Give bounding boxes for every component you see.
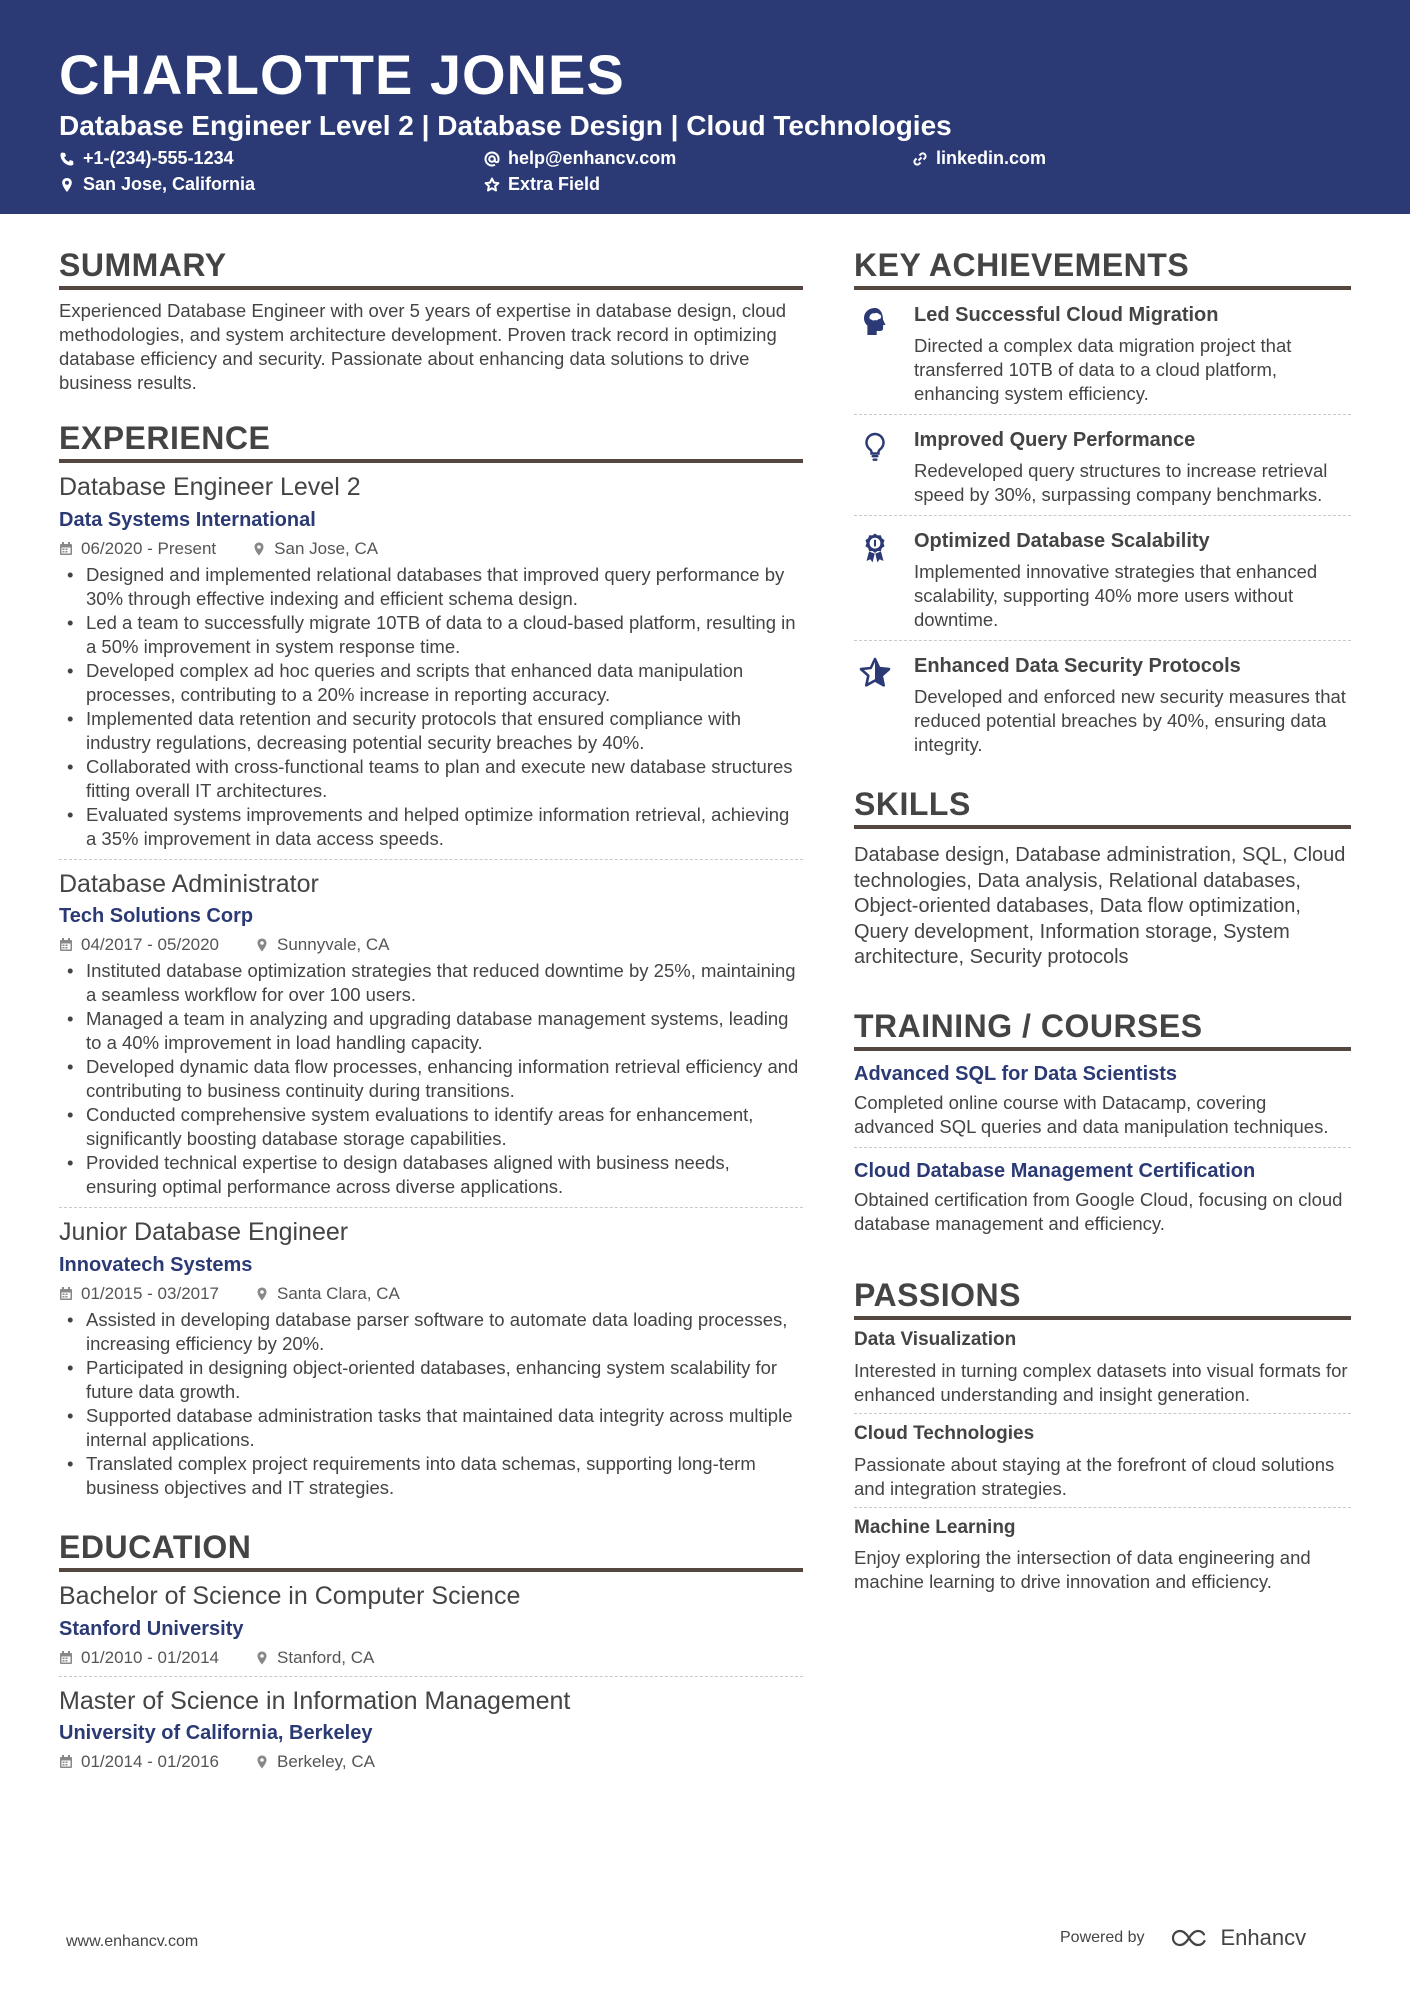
job-bullet: • Implemented data retention and security protocols that ensured compliance with industry regulations, decreasing potential security breaches by 40%. <box>59 707 803 755</box>
key-achievements-section <box>854 248 1351 765</box>
job-title: Junior Database Engineer <box>59 1218 349 1247</box>
school-name: University of California, Berkeley <box>59 1722 373 1745</box>
link-icon <box>912 151 928 167</box>
calendar-icon <box>59 1651 73 1665</box>
degree-title: Master of Science in Information Management <box>59 1686 571 1715</box>
passion-title: Machine Learning <box>854 1516 1016 1538</box>
passion-desc: Passionate about staying at the forefront of cloud solutions and integration strategies. <box>854 1453 1335 1499</box>
job-bullet: • Developed complex ad hoc queries and scripts that enhanced data manipulation processes, contributing to a 20% increase in reporting accuracy. <box>59 659 803 707</box>
head-brain-icon <box>854 302 896 406</box>
footer-branding[interactable] <box>1060 1925 1306 1951</box>
passion-item <box>854 1414 1351 1508</box>
course-item <box>854 1051 1351 1148</box>
job-location: Sunnyvale, CA <box>277 935 390 955</box>
education-meta <box>59 1648 803 1668</box>
passions-section <box>854 1278 1351 1600</box>
summary-text: Experienced Database Engineer with over 5 years of expertise in database design, cloud methodologies, and system architecture development. Proven track record in optimizing database efficiency and security. Passionate about enhancing data solutions to drive business results. <box>59 300 787 394</box>
achievement-item <box>854 516 1351 641</box>
key-achievements-heading: KEY ACHIEVEMENTS <box>854 248 1351 290</box>
job-meta <box>59 539 803 559</box>
calendar-icon <box>59 1287 73 1301</box>
passion-title: Cloud Technologies <box>854 1422 1035 1444</box>
location-pin-icon <box>59 177 75 193</box>
calendar-icon <box>59 938 73 952</box>
location-pin-icon <box>255 1755 269 1769</box>
education-meta <box>59 1752 803 1772</box>
passion-item <box>854 1508 1351 1601</box>
star-outline-icon <box>484 177 500 193</box>
course-title: Cloud Database Management Certification <box>854 1160 1256 1183</box>
footer-website-link[interactable]: www.enhancv.com <box>66 1933 199 1950</box>
job-bullet: • Managed a team in analyzing and upgrading database management systems, leading to a 40% improvement in load handling capacity. <box>59 1007 803 1055</box>
email-text: help@enhancv.com <box>508 148 677 168</box>
experience-item <box>59 463 803 860</box>
skills-section <box>854 787 1351 971</box>
job-bullets <box>59 959 803 1199</box>
achievement-item <box>854 415 1351 516</box>
award-ribbon-icon <box>854 528 896 632</box>
course-title: Advanced SQL for Data Scientists <box>854 1063 1178 1086</box>
job-meta <box>59 935 803 955</box>
contact-phone[interactable] <box>59 148 234 169</box>
right-column <box>854 214 1351 1600</box>
job-bullet: • Led a team to successfully migrate 10TB of data to a cloud-based platform, resulting in a 50% improvement in system response time. <box>59 611 803 659</box>
job-title: Database Engineer Level 2 <box>59 473 361 502</box>
education-item <box>59 1677 803 1781</box>
job-bullet: • Participated in designing object-oriented databases, enhancing system scalability for future data growth. <box>59 1356 803 1404</box>
education-heading: EDUCATION <box>59 1530 803 1572</box>
powered-by-label: Powered by <box>1060 1929 1145 1946</box>
course-desc: Completed online course with Datacamp, covering advanced SQL queries and data manipulation techniques. <box>854 1092 1329 1138</box>
phone-text: +1-(234)-555-1234 <box>83 148 234 168</box>
education-dates: 01/2014 - 01/2016 <box>81 1752 220 1772</box>
job-bullet: • Collaborated with cross-functional teams to plan and execute new database structures fitting overall IT architectures. <box>59 755 803 803</box>
job-bullet: • Translated complex project requirements into data schemas, supporting long-term business objectives and IT strategies. <box>59 1452 803 1500</box>
education-item <box>59 1572 803 1677</box>
calendar-icon <box>59 542 73 556</box>
extra-field-text: Extra Field <box>508 174 601 194</box>
training-section <box>854 1009 1351 1244</box>
star-icon <box>854 653 896 757</box>
passion-desc: Interested in turning complex datasets into visual formats for enhanced understanding and insight generation. <box>854 1359 1348 1405</box>
experience-section <box>59 421 803 1508</box>
job-location: San Jose, CA <box>274 538 379 558</box>
job-bullet: • Assisted in developing database parser software to automate data loading processes, increasing efficiency by 20%. <box>59 1308 803 1356</box>
job-dates: 01/2015 - 03/2017 <box>81 1283 220 1303</box>
achievement-item <box>854 290 1351 415</box>
skills-text: Database design, Database administration, SQL, Cloud technologies, Data analysis, Relational databases, Object-oriented databases, Data flow optimization, Query development, Information storage, System architecture, Security protocols <box>854 844 1346 969</box>
job-dates: 04/2017 - 05/2020 <box>81 935 220 955</box>
job-dates: 06/2020 - Present <box>81 538 217 558</box>
achievement-item <box>854 641 1351 765</box>
location-pin-icon <box>255 938 269 952</box>
at-icon <box>484 151 500 167</box>
passion-desc: Enjoy exploring the intersection of data engineering and machine learning to drive innovation and efficiency. <box>854 1547 1311 1593</box>
company-name: Tech Solutions Corp <box>59 905 254 928</box>
job-bullets <box>59 1308 803 1500</box>
job-bullet: • Developed dynamic data flow processes, enhancing information retrieval efficiency and contributing to business continuity during transitions. <box>59 1055 803 1103</box>
location-pin-icon <box>255 1287 269 1301</box>
brand-name: Enhancv <box>1220 1925 1307 1950</box>
job-location: Santa Clara, CA <box>277 1283 400 1303</box>
experience-item <box>59 1208 803 1508</box>
passion-item <box>854 1320 1351 1414</box>
achievement-desc: Developed and enforced new security measures that reduced potential breaches by 40%, ensuring data integrity. <box>914 686 1346 756</box>
left-column <box>59 214 803 1780</box>
achievement-title: Led Successful Cloud Migration <box>914 304 1219 327</box>
achievement-desc: Implemented innovative strategies that enhanced scalability, supporting 40% more users without downtime. <box>914 561 1318 631</box>
summary-section <box>59 248 803 395</box>
job-bullet: • Instituted database optimization strategies that reduced downtime by 25%, maintaining a seamless workflow for over 100 users. <box>59 959 803 1007</box>
job-bullet: • Conducted comprehensive system evaluations to identify areas for enhancement, significantly boosting database storage capabilities. <box>59 1103 803 1151</box>
training-heading: TRAINING / COURSES <box>854 1009 1351 1051</box>
education-section <box>59 1530 803 1780</box>
school-name: Stanford University <box>59 1617 244 1640</box>
job-bullet: • Provided technical expertise to design databases aligned with business needs, ensuring optimal performance across diverse applications. <box>59 1151 803 1199</box>
course-desc: Obtained certification from Google Cloud, focusing on cloud database management and efficiency. <box>854 1189 1343 1235</box>
education-location: Stanford, CA <box>277 1647 375 1667</box>
enhancv-logo <box>1169 1925 1307 1951</box>
experience-item <box>59 860 803 1209</box>
achievement-desc: Redeveloped query structures to increase retrieval speed by 30%, surpassing company benchmarks. <box>914 460 1328 506</box>
passions-heading: PASSIONS <box>854 1278 1351 1320</box>
location-text: San Jose, California <box>83 174 256 194</box>
job-bullets <box>59 563 803 851</box>
contact-linkedin[interactable] <box>912 148 1046 169</box>
company-name: Innovatech Systems <box>59 1253 253 1276</box>
location-pin-icon <box>252 542 266 556</box>
lightbulb-icon <box>854 427 896 507</box>
job-bullet: • Evaluated systems improvements and helped optimize information retrieval, achieving a 35% improvement in data access speeds. <box>59 803 803 851</box>
summary-heading: SUMMARY <box>59 248 803 290</box>
job-meta <box>59 1284 803 1304</box>
contact-location <box>59 174 255 195</box>
achievement-title: Optimized Database Scalability <box>914 530 1210 553</box>
calendar-icon <box>59 1755 73 1769</box>
course-item <box>854 1148 1351 1244</box>
job-title: Database Administrator <box>59 869 319 898</box>
location-pin-icon <box>255 1651 269 1665</box>
education-dates: 01/2010 - 01/2014 <box>81 1647 220 1667</box>
job-bullet: • Designed and implemented relational databases that improved query performance by 30% through effective indexing and efficient schema design. <box>59 563 803 611</box>
company-name: Data Systems International <box>59 508 316 531</box>
skills-heading: SKILLS <box>854 787 1351 829</box>
education-location: Berkeley, CA <box>277 1752 375 1772</box>
contact-extra-field <box>484 174 600 195</box>
passion-title: Data Visualization <box>854 1329 1017 1351</box>
achievement-title: Improved Query Performance <box>914 429 1196 452</box>
achievement-title: Enhanced Data Security Protocols <box>914 655 1241 678</box>
job-bullet: • Supported database administration tasks that maintained data integrity across multiple internal applications. <box>59 1404 803 1452</box>
resume-header <box>0 0 1410 214</box>
phone-icon <box>59 151 75 167</box>
achievement-desc: Directed a complex data migration project that transferred 10TB of data to a cloud platform, enhancing system efficiency. <box>914 335 1292 405</box>
experience-heading: EXPERIENCE <box>59 421 803 463</box>
linkedin-text: linkedin.com <box>936 148 1047 168</box>
degree-title: Bachelor of Science in Computer Science <box>59 1582 521 1611</box>
candidate-name: CHARLOTTE JONES <box>59 43 625 106</box>
enhancv-mark-icon <box>1169 1926 1213 1950</box>
contact-email[interactable] <box>484 148 676 169</box>
candidate-headline: Database Engineer Level 2 | Database Design | Cloud Technologies <box>59 110 952 141</box>
